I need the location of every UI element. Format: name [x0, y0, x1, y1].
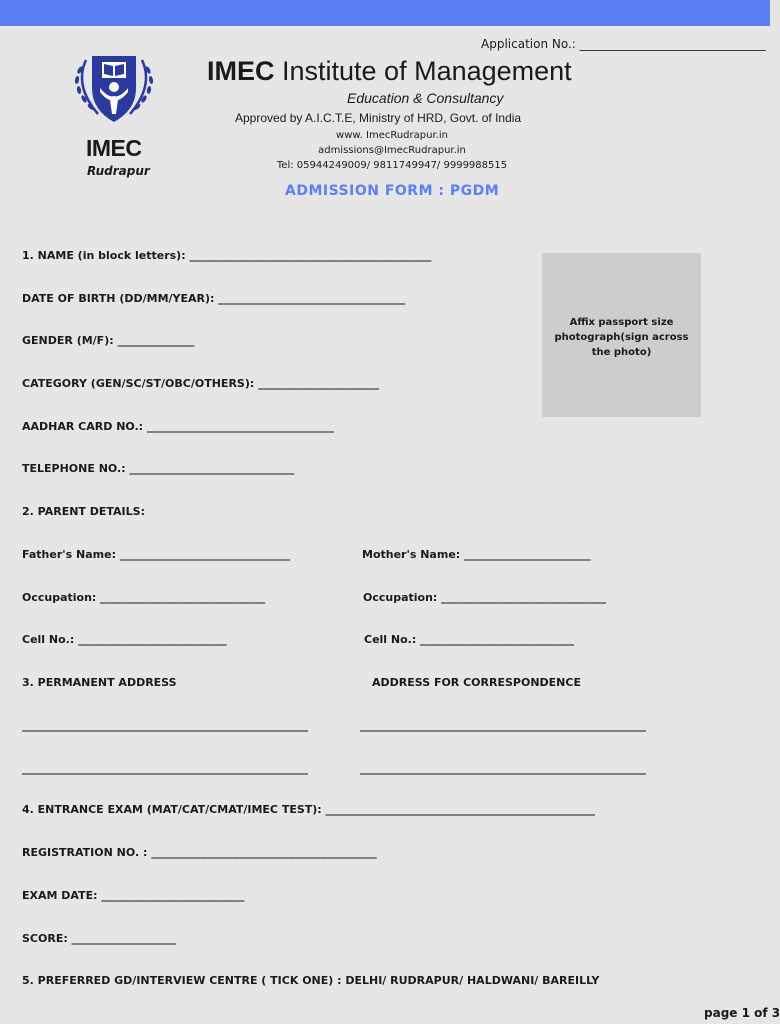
score-field[interactable]: SCORE: ___________________	[22, 932, 177, 945]
top-accent-bar	[0, 0, 770, 26]
mother-name-field[interactable]: Mother's Name: _______________________	[362, 548, 591, 561]
aadhar-field[interactable]: AADHAR CARD NO.: __________________________________	[22, 420, 334, 433]
imec-emblem-icon	[68, 48, 160, 126]
mother-occupation-field[interactable]: Occupation: ______________________________	[363, 591, 607, 604]
permanent-address-heading: 3. PERMANENT ADDRESS	[22, 676, 177, 689]
application-number: Application No.: _______________________________	[481, 37, 766, 51]
entrance-exam-field[interactable]: 4. ENTRANCE EXAM (MAT/CAT/CMAT/IMEC TEST): _________________________________________________	[22, 803, 596, 816]
telephone-numbers: Tel: 05944249009/ 9811749947/ 9999988515	[276, 160, 508, 171]
correspondence-address-line-2[interactable]: ____________________________________________________	[360, 762, 646, 775]
correspondence-address-line-1[interactable]: ____________________________________________________	[360, 719, 646, 732]
photo-box	[542, 253, 701, 417]
mother-cell-field[interactable]: Cell No.: ____________________________	[364, 633, 575, 646]
category-field[interactable]: CATEGORY (GEN/SC/ST/OBC/OTHERS): ______________________	[22, 377, 380, 390]
logo-location: Rudrapur	[87, 164, 150, 178]
logo-wordmark: IMEC	[86, 135, 142, 161]
permanent-address-line-2[interactable]: ____________________________________________________	[22, 762, 308, 775]
form-title: ADMISSION FORM : PGDM	[285, 183, 500, 199]
photo-instruction: Affix passport size photograph(sign across the photo)	[554, 317, 689, 358]
registration-number-field[interactable]: REGISTRATION NO. : _________________________________________	[22, 846, 377, 859]
email: admissions@ImecRudrapur.in	[318, 145, 466, 156]
dob-field[interactable]: DATE OF BIRTH (DD/MM/YEAR): __________________________________	[22, 292, 406, 305]
approval-line: Approved by A.I.C.T.E, Ministry of HRD, Govt. of India	[235, 111, 522, 125]
name-field[interactable]: 1. NAME (in block letters): ____________________________________________	[22, 249, 432, 262]
institute-subtitle: Education & Consultancy	[347, 90, 504, 106]
institute-name-rest: Institute of Management	[274, 56, 572, 86]
website: www. ImecRudrapur.in	[336, 130, 448, 141]
page-number: page 1 of 3	[704, 1006, 780, 1020]
preferred-centre-field[interactable]: 5. PREFERRED GD/INTERVIEW CENTRE ( TICK ONE) : DELHI/ RUDRAPUR/ HALDWANI/ BAREILLY	[22, 974, 600, 987]
permanent-address-line-1[interactable]: ____________________________________________________	[22, 719, 308, 732]
institute-name-bold: IMEC	[207, 56, 275, 86]
institute-name	[207, 56, 572, 87]
gender-field[interactable]: GENDER (M/F): ______________	[22, 334, 195, 347]
parent-details-heading: 2. PARENT DETAILS:	[22, 505, 145, 518]
correspondence-address-heading: ADDRESS FOR CORRESPONDENCE	[372, 676, 581, 689]
father-occupation-field[interactable]: Occupation: ______________________________	[22, 591, 266, 604]
father-cell-field[interactable]: Cell No.: ___________________________	[22, 633, 227, 646]
father-name-field[interactable]: Father's Name: _______________________________	[22, 548, 291, 561]
telephone-field[interactable]: TELEPHONE NO.: ______________________________	[22, 462, 295, 475]
exam-date-field[interactable]: EXAM DATE: __________________________	[22, 889, 245, 902]
